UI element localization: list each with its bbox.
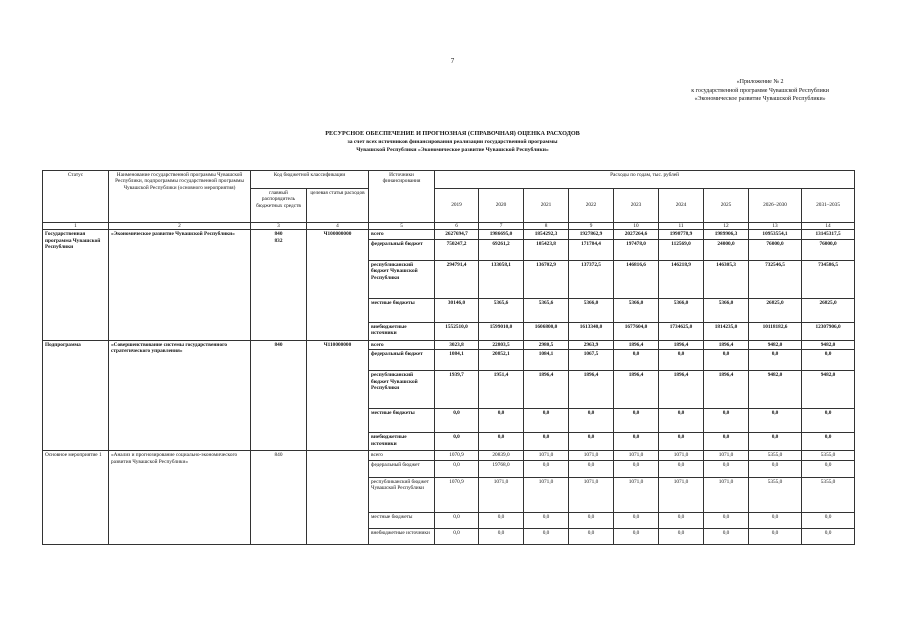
row-value: 1896,4: [524, 371, 569, 409]
col-number: 3: [251, 223, 307, 230]
row-value: 20852,1: [479, 350, 524, 371]
header-year: 2021: [524, 189, 569, 223]
col-number: 2: [109, 223, 251, 230]
row-value: 0,0: [659, 512, 704, 528]
row-value: 1896,4: [659, 340, 704, 349]
row-source: республиканский бюджет Чувашской Республики: [369, 477, 435, 512]
row-source: внебюджетные источники: [369, 433, 435, 451]
row-value: 0,0: [749, 409, 802, 433]
row-grbs: 840: [251, 340, 307, 450]
row-value: 112569,0: [659, 239, 704, 260]
row-value: 1989906,3: [704, 230, 749, 239]
appendix-line-3: «Экономическое развитие Чувашской Республики»: [694, 96, 826, 102]
row-value: 0,0: [524, 528, 569, 544]
row-value: 0,0: [614, 433, 659, 451]
row-value: 1896,4: [704, 371, 749, 409]
row-value: 26825,0: [749, 298, 802, 322]
row-value: 1071,0: [614, 451, 659, 460]
col-number: 11: [659, 223, 704, 230]
row-status: Основное мероприятие 1: [43, 451, 109, 544]
row-value: 0,0: [802, 528, 855, 544]
row-name: «Совершенствование системы государственного стратегического управления»: [109, 340, 251, 450]
row-value: 5355,0: [802, 477, 855, 512]
row-value: 5366,0: [569, 298, 614, 322]
row-value: 76000,0: [749, 239, 802, 260]
row-value: 0,0: [802, 350, 855, 371]
row-source: республиканский бюджет Чувашской Республики: [369, 371, 435, 409]
row-source: всего: [369, 451, 435, 460]
row-value: 1067,5: [569, 350, 614, 371]
row-value: 3023,8: [435, 340, 479, 349]
col-number: 9: [569, 223, 614, 230]
row-value: 1606800,0: [524, 322, 569, 340]
row-value: 734586,5: [802, 260, 855, 298]
table-row: [43, 451, 855, 460]
row-value: 0,0: [569, 409, 614, 433]
row-value: 1613340,0: [569, 322, 614, 340]
row-value: 0,0: [749, 460, 802, 477]
header-csr: целевая статья расходов: [307, 189, 369, 223]
row-value: 146305,3: [704, 260, 749, 298]
row-value: 9482,0: [802, 340, 855, 349]
header-year: 2020: [479, 189, 524, 223]
row-value: 2027264,6: [614, 230, 659, 239]
row-value: 12307906,0: [802, 322, 855, 340]
col-number: 10: [614, 223, 659, 230]
row-value: 1084,1: [435, 350, 479, 371]
row-value: 0,0: [569, 433, 614, 451]
row-value: 1071,0: [569, 451, 614, 460]
row-value: 0,0: [749, 512, 802, 528]
row-value: 0,0: [435, 409, 479, 433]
row-value: 5355,0: [802, 451, 855, 460]
row-value: 30146,0: [435, 298, 479, 322]
row-value: 0,0: [435, 433, 479, 451]
row-value: 1599010,0: [479, 322, 524, 340]
row-value: 2963,9: [569, 340, 614, 349]
appendix-note: [691, 78, 829, 104]
row-value: 0,0: [659, 409, 704, 433]
row-value: 1986695,0: [479, 230, 524, 239]
row-value: 0,0: [704, 512, 749, 528]
row-value: 0,0: [802, 460, 855, 477]
row-value: 1071,0: [704, 451, 749, 460]
row-value: 0,0: [524, 512, 569, 528]
row-source: республиканский бюджет Чувашской Республики: [369, 260, 435, 298]
row-value: 76000,0: [802, 239, 855, 260]
row-value: 1677604,0: [614, 322, 659, 340]
row-name: «Анализ и прогнозирование социально-экономического развития Чувашской Республики»: [109, 451, 251, 544]
row-value: 69261,2: [479, 239, 524, 260]
page-number: 7: [450, 57, 455, 65]
col-number: 7: [479, 223, 524, 230]
header-year: 2025: [704, 189, 749, 223]
row-source: федеральный бюджет: [369, 350, 435, 371]
row-value: 1896,4: [614, 340, 659, 349]
title-line-3: Чувашской Республики «Экономическое развитие Чувашской Республики»: [356, 147, 549, 154]
row-value: 0,0: [802, 409, 855, 433]
row-value: 1734625,0: [659, 322, 704, 340]
table-row: [43, 340, 855, 349]
row-value: 5355,0: [749, 477, 802, 512]
row-value: 0,0: [524, 409, 569, 433]
row-value: 0,0: [614, 512, 659, 528]
row-value: 0,0: [614, 409, 659, 433]
row-source: внебюджетные источники: [369, 322, 435, 340]
row-source: федеральный бюджет: [369, 460, 435, 477]
header-code: Код бюджетной классификации: [251, 171, 369, 189]
row-value: 0,0: [659, 460, 704, 477]
row-value: 133058,1: [479, 260, 524, 298]
row-value: 1896,4: [659, 371, 704, 409]
row-value: 1814235,0: [704, 322, 749, 340]
row-value: 20839,0: [479, 451, 524, 460]
row-source: внебюджетные источники: [369, 528, 435, 544]
row-value: 5366,0: [614, 298, 659, 322]
row-value: 2980,5: [524, 340, 569, 349]
row-value: 0,0: [704, 409, 749, 433]
row-value: 1951,4: [479, 371, 524, 409]
row-value: 1896,4: [704, 340, 749, 349]
row-value: 26825,0: [802, 298, 855, 322]
col-number: 5: [369, 223, 435, 230]
row-csr: Ч100000000: [307, 230, 369, 340]
col-number: 8: [524, 223, 569, 230]
row-value: 22803,5: [479, 340, 524, 349]
title-line-1: РЕСУРСНОЕ ОБЕСПЕЧЕНИЕ И ПРОГНОЗНАЯ (СПРАВОЧНАЯ) ОЦЕНКА РАСХОДОВ: [325, 130, 580, 137]
col-number: 4: [307, 223, 369, 230]
row-source: всего: [369, 230, 435, 239]
row-value: 0,0: [524, 460, 569, 477]
header-year: 2022: [569, 189, 614, 223]
table-row: [43, 230, 855, 239]
row-value: 1071,0: [479, 477, 524, 512]
row-value: 0,0: [435, 512, 479, 528]
row-value: 1071,0: [659, 451, 704, 460]
row-value: 197478,0: [614, 239, 659, 260]
row-value: 0,0: [749, 433, 802, 451]
header-years-label: Расходы по годам, тыс. рублей: [435, 171, 855, 189]
row-value: 0,0: [479, 433, 524, 451]
row-value: 146816,6: [614, 260, 659, 298]
row-value: 146218,9: [659, 260, 704, 298]
row-value: 19768,0: [479, 460, 524, 477]
row-value: 1998778,9: [659, 230, 704, 239]
row-value: 9482,0: [749, 340, 802, 349]
header-grbs: главный распорядитель бюджетных средств: [251, 189, 307, 223]
header-source: Источники финансирования: [369, 171, 435, 223]
row-value: 5365,6: [479, 298, 524, 322]
header-year: 2023: [614, 189, 659, 223]
row-value: 0,0: [435, 528, 479, 544]
col-number: 6: [435, 223, 479, 230]
row-value: 0,0: [802, 433, 855, 451]
row-status: Государственная программа Чувашской Республики: [43, 230, 109, 340]
row-value: 0,0: [479, 512, 524, 528]
header-year: 2026–2030: [749, 189, 802, 223]
row-source: федеральный бюджет: [369, 239, 435, 260]
row-value: 1927862,9: [569, 230, 614, 239]
row-value: 0,0: [569, 528, 614, 544]
col-number: 1: [43, 223, 109, 230]
row-source: всего: [369, 340, 435, 349]
row-value: 0,0: [435, 460, 479, 477]
row-value: 5355,0: [749, 451, 802, 460]
row-source: местные бюджеты: [369, 298, 435, 322]
row-value: 1084,1: [524, 350, 569, 371]
row-value: 0,0: [704, 528, 749, 544]
row-grbs: 840 832: [251, 230, 307, 340]
row-value: 0,0: [802, 512, 855, 528]
row-value: 2627694,7: [435, 230, 479, 239]
header-name: Наименование государственной программы Чувашской Республики, подпрограммы государственной программы Чувашской Республики (основного мероприятия): [109, 171, 251, 223]
row-value: 13145317,5: [802, 230, 855, 239]
row-csr: [307, 451, 369, 544]
row-value: 1552510,0: [435, 322, 479, 340]
row-value: 1070,9: [435, 477, 479, 512]
header-year: 2019: [435, 189, 479, 223]
header-year: 2031–2035: [802, 189, 855, 223]
col-number: 14: [802, 223, 855, 230]
row-value: 136702,9: [524, 260, 569, 298]
row-value: 0,0: [749, 350, 802, 371]
row-value: 0,0: [659, 528, 704, 544]
row-value: 1071,0: [524, 451, 569, 460]
row-value: 0,0: [704, 350, 749, 371]
resource-table: [42, 170, 855, 545]
row-status: Подпрограмма: [43, 340, 109, 450]
row-value: 9482,0: [749, 371, 802, 409]
title-line-2: за счет всех источников финансирования реализации государственной программы: [347, 139, 558, 146]
row-value: 0,0: [659, 350, 704, 371]
row-value: 732546,5: [749, 260, 802, 298]
row-value: 137372,5: [569, 260, 614, 298]
row-value: 0,0: [479, 409, 524, 433]
row-value: 1071,0: [614, 477, 659, 512]
header-status: Статус: [43, 171, 109, 223]
row-value: 5365,6: [524, 298, 569, 322]
row-value: 10118182,6: [749, 322, 802, 340]
row-value: 0,0: [704, 460, 749, 477]
appendix-line-2: к государственной программе Чувашской Республики: [691, 87, 829, 94]
row-value: 0,0: [614, 528, 659, 544]
row-value: 1896,4: [569, 371, 614, 409]
document-title: [0, 130, 905, 155]
appendix-line-1: «Приложение № 2: [736, 79, 784, 85]
row-value: 750247,2: [435, 239, 479, 260]
row-value: 0,0: [749, 528, 802, 544]
col-number: 12: [704, 223, 749, 230]
row-value: 5366,0: [704, 298, 749, 322]
row-value: 5366,0: [659, 298, 704, 322]
row-value: 294791,4: [435, 260, 479, 298]
row-value: 24000,0: [704, 239, 749, 260]
col-number: 13: [749, 223, 802, 230]
row-value: 1939,7: [435, 371, 479, 409]
row-value: 0,0: [614, 460, 659, 477]
row-value: 0,0: [659, 433, 704, 451]
row-source: местные бюджеты: [369, 409, 435, 433]
row-value: 171784,4: [569, 239, 614, 260]
row-value: 1896,4: [614, 371, 659, 409]
row-value: 105423,8: [524, 239, 569, 260]
row-value: 0,0: [479, 528, 524, 544]
row-value: 0,0: [524, 433, 569, 451]
row-value: 1854292,3: [524, 230, 569, 239]
row-csr: Ч110000000: [307, 340, 369, 450]
row-source: местные бюджеты: [369, 512, 435, 528]
row-name: «Экономическое развитие Чувашской Республики»: [109, 230, 251, 340]
header-year: 2024: [659, 189, 704, 223]
row-value: 1071,0: [569, 477, 614, 512]
row-value: 1071,0: [659, 477, 704, 512]
row-value: 1071,0: [524, 477, 569, 512]
row-value: 9482,0: [802, 371, 855, 409]
row-value: 0,0: [704, 433, 749, 451]
row-value: 1071,0: [704, 477, 749, 512]
row-value: 0,0: [569, 460, 614, 477]
row-grbs: 840: [251, 451, 307, 544]
row-value: 10953554,1: [749, 230, 802, 239]
row-value: 1070,9: [435, 451, 479, 460]
row-value: 0,0: [569, 512, 614, 528]
row-value: 0,0: [614, 350, 659, 371]
